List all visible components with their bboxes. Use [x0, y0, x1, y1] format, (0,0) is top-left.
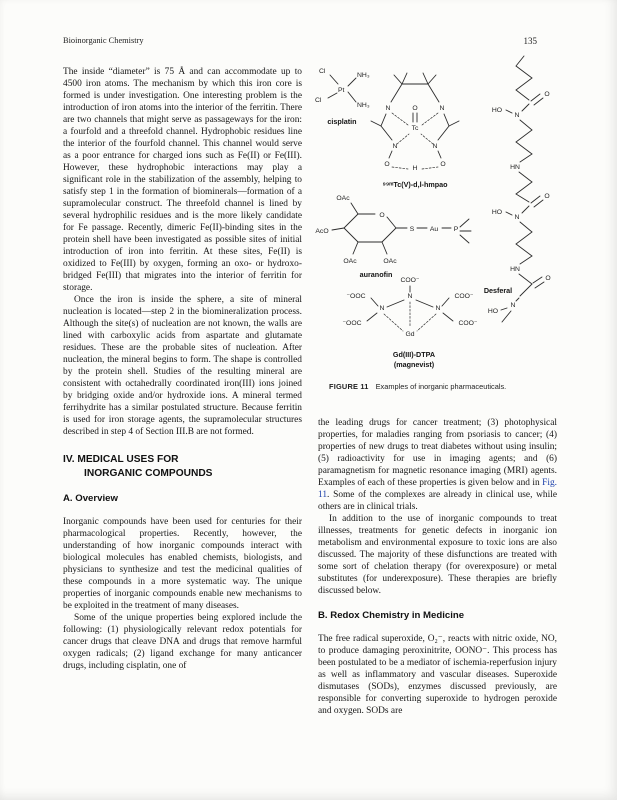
structure-label-auranofin: auranofin — [359, 270, 393, 279]
section-heading-line1: IV. MEDICAL USES FOR — [63, 454, 179, 465]
text-before-fig-link: the leading drugs for cancer treatment; (3) photophysical properties, for maladies ranging from psoriasis to cancer; (4) properties of new drugs to treat diabetes without using insulin; (5) radioactivity for use in imaging agents; and (6) paramagnetism for magnetic resonance imaging (MRI) agents. Examples of each of these properties is given below and in — [318, 418, 557, 488]
section-heading-line2: INORGANIC COMPOUNDS — [84, 467, 213, 479]
structure-label-gd-dtpa-line2: (magnevist) — [393, 360, 435, 369]
atom-label-n: N — [514, 112, 520, 119]
atom-label-n: N — [439, 105, 445, 112]
group-label-coo: COO⁻ — [458, 320, 478, 327]
gd-dtpa-coordination-bonds — [384, 302, 436, 331]
atom-label-n: N — [407, 293, 413, 300]
hmpao-coordination-bonds — [392, 113, 438, 169]
figure-caption-label: FIGURE 11 — [329, 382, 369, 391]
group-label-ooc: ⁻OOC — [342, 320, 362, 327]
group-label-ho: HO — [491, 107, 503, 114]
atom-label-s: S — [409, 226, 415, 233]
subsection-heading-redox: B. Redox Chemistry in Medicine — [318, 610, 465, 621]
desferal-bonds — [501, 56, 544, 322]
section-heading-medical-uses — [63, 453, 302, 480]
paragraph-redox: The free radical superoxide, O₂⁻, reacts with nitric oxide, NO, to produce damaging peroxinitrite, OONO⁻. This process has been postulated to be a mediator of ischemia-reperfusion injury as well as inflammatory and vascular diseases. Superoxide dismutases (SODs), enzymes discussed previously, are responsible for converting superoxide to hydrogen peroxide and oxygen. SODs are — [318, 634, 557, 716]
atom-label-au: Au — [429, 226, 439, 233]
paragraph-overview: Inorganic compounds have been used for centuries for their pharmacological properties. Recently, however, the understanding of how inorganic compounds interact with biological molecules has enabled chemists, biologists, and physicians to synthesize and test the medicinal qualities of these compounds in a more systematic way. The unique properties of inorganic compounds enable new mechanisms to be exploited in the treatment of many diseases. — [63, 517, 302, 611]
desferal-structure — [484, 56, 551, 322]
group-label-coo: COO⁻ — [454, 293, 474, 300]
running-title: Bioinorganic Chemistry — [63, 36, 144, 45]
atom-label-cl: Cl — [315, 97, 322, 104]
cisplatin-structure — [315, 68, 370, 126]
page-number: 135 — [523, 36, 537, 46]
group-label-ooc: ⁻OOC — [346, 293, 366, 300]
figure-caption — [329, 382, 557, 391]
atom-label-pt: Pt — [338, 87, 345, 94]
group-label-oac: OAc — [383, 258, 397, 265]
atom-label-p: P — [453, 226, 459, 233]
left-column — [63, 66, 302, 672]
atom-label-o: O — [384, 161, 390, 168]
group-label-ho: HO — [487, 308, 499, 315]
hmpao-structure — [371, 73, 459, 189]
right-column — [318, 417, 557, 717]
auranofin-bonds — [332, 203, 471, 254]
group-label-aco: AcO — [315, 228, 329, 235]
atom-label-nh3: NH₃ — [357, 102, 370, 109]
hmpao-bonds — [371, 73, 459, 158]
text-after-fig-link: . Some of the complexes are already in clinical use, while others are in clinical trials. — [318, 490, 557, 512]
structure-label-desferal: Desferal — [483, 286, 513, 295]
structure-label-gd-dtpa-line1: Gd(III)-DTPA — [392, 350, 436, 359]
atom-label-h: H — [412, 165, 418, 172]
atom-label-o: O — [544, 193, 550, 200]
paragraph-chelation: In addition to the use of inorganic compounds to treat illnesses, treatments for genetic defects in inorganic ion metabolism and environmental exposure to toxic ions are also discussed. The majority of these disfunctions are treated with some sort of chelation therapy (for overexposure) or metal substitutes (for underexposure). These therapies are briefly discussed below. — [318, 514, 557, 596]
group-label-coo: COO⁻ — [400, 277, 420, 284]
atom-label-o: O — [440, 161, 446, 168]
paragraph-nucleation: Once the iron is inside the sphere, a site of mineral nucleation is located—step 2 in the biomineralization process. Although the site(s) of nucleation are not known, the walls are lined with carboxylic acids from aspartate and glutamate residues. These are the probable sites of nucleation. After nucleation, the mineral begins to form. The shape is controlled by the protein shell. Studies of the resulting mineral are consistent with octahedrally coordinated iron(III) ions joined by bridging oxide and/or hydroxide ions. A mineral termed ferrihydrite has a similar postulated structure. Because ferritin is used for iron storage agents, the supramolecular structures described in step 4 of Section III.B are not formed. — [63, 295, 302, 437]
figure-11-link[interactable]: Fig. 11 — [318, 478, 557, 500]
figure-11-structures — [310, 50, 562, 392]
figure-caption-text: Examples of inorganic pharmaceuticals. — [375, 382, 507, 391]
subsection-heading-overview: A. Overview — [63, 493, 118, 504]
group-label-hn: HN — [510, 266, 520, 273]
atom-label-tc: Tc — [411, 125, 419, 132]
atom-label-gd: Gd — [405, 331, 415, 338]
structure-label-hmpao: ⁹⁹ᵐTc(V)-d,l-hmpao — [382, 180, 448, 189]
paragraph-ferritin-channels: The inside “diameter” is 75 Å and can accommodate up to 4500 iron atoms. The mechanism by which this iron core is formed is under investigation. One interesting problem is the introduction of iron atoms into the interior of the ferritin. There are two channels that might serve as passageways for the iron: a fourfold and a threefold channel. Hydrophobic residues line the interior of the fourfold channel. This channel would serve as a poor entrance for charged ions such as Fe(II) or Fe(III). However, these hydrophobic interactions may play a significant role in the stabilization of the assembly, helping to satisfy step 1 in the formation of biominerals—formation of a supramolecular construct. The threefold channel is lined by several hydrophilic residues and is the more likely candidate for Fe passage. Recently, dimeric Fe(II)-binding sites in the protein shell have been investigated as possible sites of initial introduction of iron into ferritin. At these sites, Fe(II) is oxidized to Fe(III) by oxygen, forming an oxo- or hydroxo-bridged Fe(III) that migrates into the interior of ferritin for storage. — [63, 67, 302, 293]
structure-label-cisplatin: cisplatin — [327, 117, 357, 126]
atom-label-cl: Cl — [319, 68, 326, 75]
atom-label-n: N — [392, 143, 398, 150]
group-label-ho: HO — [491, 209, 503, 216]
atom-label-n: N — [432, 143, 438, 150]
auranofin-structure — [315, 195, 471, 279]
chemical-structures-drawing — [310, 50, 562, 392]
group-label-oac: OAc — [343, 258, 357, 265]
atom-label-o: O — [544, 91, 550, 98]
gd-dtpa-structure — [342, 277, 477, 369]
atom-label-n: N — [514, 214, 520, 221]
atom-label-o: O — [379, 212, 385, 219]
atom-label-n: N — [379, 305, 385, 312]
atom-label-o: O — [412, 105, 418, 112]
paragraph-drug-properties — [318, 417, 557, 513]
group-label-oac: OAc — [336, 195, 350, 202]
paragraph-unique-properties: Some of the unique properties being explored include the following: (1) physiologically relevant redox potentials for cancer drugs that cleave DNA and drugs that remove harmful oxygen radicals; (2) ligand exchange for many anticancer drugs, including cisplatin, one of — [63, 613, 302, 671]
atom-label-n: N — [510, 302, 516, 309]
group-label-hn: HN — [510, 164, 520, 171]
running-header — [63, 36, 537, 46]
atom-label-n: N — [435, 305, 441, 312]
atom-label-n: N — [385, 105, 391, 112]
atom-label-o: O — [545, 275, 551, 282]
atom-label-nh3: NH₃ — [357, 72, 370, 79]
